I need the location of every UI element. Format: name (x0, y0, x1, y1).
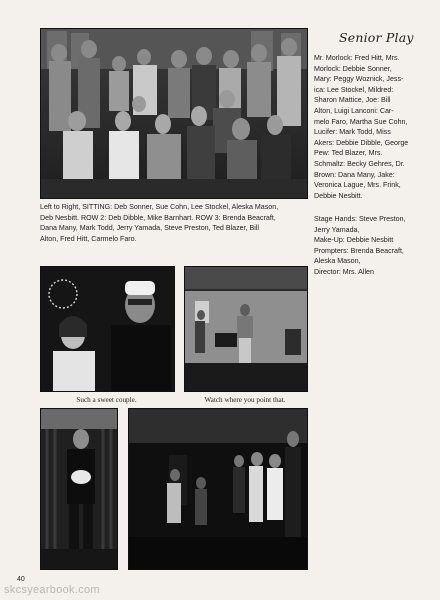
cast-line: ica: Lee Stockel, Mildred: (314, 85, 394, 94)
crew-list (314, 214, 434, 278)
cast-line: Brown: Dana Many, Jake: (314, 170, 395, 179)
man-with-plate-photo (40, 408, 118, 570)
caption-line: Deb Nesbitt. ROW 2: Deb Dibble, Mike Barnhart. ROW 3: Brenda Beacraft, (40, 213, 276, 222)
couple-photo-caption: Such a sweet couple. (76, 396, 137, 404)
cast-line: Mary: Peggy Woznick, Jess- (314, 75, 404, 84)
page-heading: Senior Play (339, 30, 414, 45)
cast-line: melo Faro, Martha Sue Cohn, (314, 117, 408, 126)
page-number: 40 (17, 576, 25, 583)
stage-pointing-photo (184, 266, 308, 392)
cast-line: Sharon Mattice, Joe: Bill (314, 96, 391, 105)
cast-line: Pew: Ted Blazer, Mrs. (314, 149, 383, 158)
cast-line: Debbie Nesbitt. (314, 191, 363, 200)
cast-group-photo (40, 28, 308, 199)
cast-list (314, 53, 434, 201)
cast-line: Mr. Morlock: Fred Hitt, Mrs. (314, 54, 400, 62)
cast-line: Veronica Lague, Mrs. Frink, (314, 181, 401, 190)
crew-line: Aleska Mason, (314, 257, 361, 266)
cast-line: Morlock: Debbie Sonner, (314, 64, 392, 73)
couple-photo (40, 266, 175, 392)
stage-group-photo (128, 408, 308, 570)
crew-line: Prompters: Brenda Beacraft, (314, 246, 404, 255)
group-photo-caption (40, 202, 310, 244)
crew-line: Director: Mrs. Allen (314, 267, 374, 276)
crew-line: Make-Up: Debbie Nesbitt (314, 236, 394, 245)
caption-line: Left to Right, SITTING: Deb Sonner, Sue Cohn, Lee Stockel, Aleska Mason, (40, 203, 279, 211)
cast-line: Lucifer: Mark Todd, Miss (314, 128, 391, 137)
cast-line: Akers: Debbie Dibble, George (314, 138, 409, 147)
cast-line: Alton, Luigi Lanconi: Car- (314, 106, 394, 115)
site-watermark: skcsyearbook.com (4, 584, 100, 596)
caption-line: Alton, Fred Hitt, Carmelo Faro. (40, 234, 137, 243)
pointing-photo-caption: Watch where you point that. (204, 396, 286, 404)
crew-line: Stage Hands: Steve Preston, (314, 215, 406, 223)
crew-line: Jerry Yamada, (314, 225, 360, 234)
caption-line: Dana Many, Mark Todd, Jerry Yamada, Steve Preston, Ted Blazer, Bill (40, 224, 259, 233)
cast-line: Schmaltz: Becky Gehres, Dr. (314, 159, 405, 168)
